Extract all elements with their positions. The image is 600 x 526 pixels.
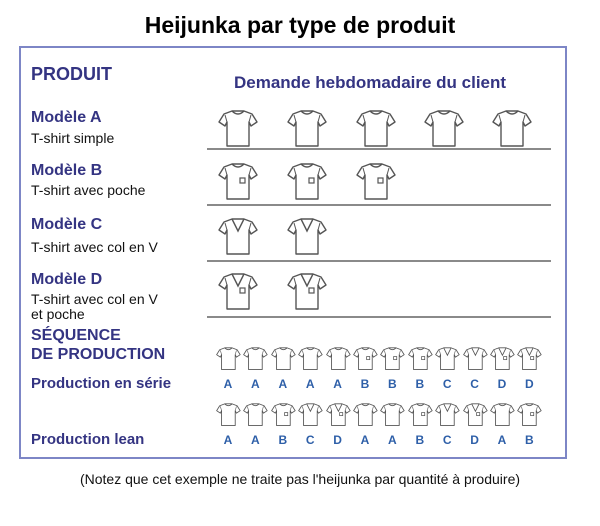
lean-sequence-letter: B	[525, 433, 534, 447]
model-b-row-line	[207, 204, 551, 206]
lean-sequence-shirt-icon	[298, 402, 323, 427]
batch-sequence-shirt-icon	[326, 346, 351, 371]
model-b-demand-shirt-icon	[218, 161, 258, 201]
model-a-demand-shirt-icon	[492, 108, 532, 148]
batch-sequence-shirt-icon	[408, 346, 433, 371]
model-c-description: T-shirt avec col en V	[31, 239, 158, 255]
batch-sequence-letter: D	[525, 377, 534, 391]
lean-sequence-letter: A	[388, 433, 397, 447]
batch-sequence-letter: B	[360, 377, 370, 391]
batch-sequence-letter: D	[497, 377, 507, 391]
batch-sequence-shirt-icon	[243, 346, 268, 371]
lean-sequence-shirt-icon	[435, 402, 460, 427]
lean-sequence-shirt-icon	[408, 402, 433, 427]
model-c-row-line	[207, 260, 551, 262]
batch-sequence-letter: B	[388, 377, 397, 391]
model-d-demand-shirt-icon	[218, 271, 258, 311]
lean-sequence-shirt-icon	[243, 402, 268, 427]
batch-sequence-letter: A	[305, 377, 315, 391]
lean-sequence-letter: D	[333, 433, 342, 447]
demand-column-heading: Demande hebdomadaire du client	[234, 73, 507, 92]
batch-sequence-shirt-icon	[490, 346, 515, 371]
model-a-name: Modèle A	[31, 109, 102, 126]
batch-sequence-letter: A	[333, 377, 342, 391]
model-d-description: T-shirt avec col en V et poche	[31, 291, 158, 322]
batch-sequence-letter: A	[251, 377, 260, 391]
batch-sequence-shirt-icon	[517, 346, 542, 371]
model-a-demand-shirt-icon	[356, 108, 396, 148]
lean-sequence-letter: C	[305, 433, 315, 447]
lean-sequence-letter: A	[223, 433, 233, 447]
model-b-name: Modèle B	[31, 162, 103, 179]
footnote: (Notez que cet exemple ne traite pas l'heijunka par quantité à produire)	[79, 471, 521, 487]
model-a-demand-shirt-icon	[424, 108, 464, 148]
production-sequence-heading: SÉQUENCE DE PRODUCTION	[31, 327, 166, 363]
lean-sequence-shirt-icon	[326, 402, 351, 427]
lean-sequence-shirt-icon	[490, 402, 515, 427]
lean-sequence-shirt-icon	[216, 402, 241, 427]
model-d-name: Modèle D	[31, 271, 103, 288]
lean-sequence-letter: B	[415, 433, 425, 447]
batch-sequence-shirt-icon	[216, 346, 241, 371]
model-d-row-line	[207, 316, 551, 318]
lean-sequence-letter: B	[278, 433, 288, 447]
model-a-demand-shirt-icon	[287, 108, 327, 148]
model-c-name: Modèle C	[31, 216, 103, 233]
lean-sequence-shirt-icon	[271, 402, 296, 427]
batch-sequence-letter: B	[415, 377, 425, 391]
batch-sequence-letter: A	[278, 377, 288, 391]
batch-production-label: Production en série	[31, 375, 172, 392]
model-a-description: T-shirt simple	[31, 130, 115, 146]
lean-sequence-letter: A	[360, 433, 370, 447]
batch-sequence-shirt-icon	[380, 346, 405, 371]
batch-sequence-shirt-icon	[435, 346, 460, 371]
batch-sequence-shirt-icon	[463, 346, 488, 371]
lean-sequence-shirt-icon	[380, 402, 405, 427]
batch-sequence-shirt-icon	[353, 346, 378, 371]
lean-sequence-letter: C	[442, 433, 452, 447]
batch-sequence-letter: C	[442, 377, 452, 391]
model-a-demand-shirt-icon	[218, 108, 258, 148]
batch-sequence-shirt-icon	[271, 346, 296, 371]
batch-sequence-letter: A	[223, 377, 233, 391]
lean-sequence-letter: D	[470, 433, 479, 447]
lean-sequence-shirt-icon	[353, 402, 378, 427]
lean-sequence-shirt-icon	[517, 402, 542, 427]
model-b-description: T-shirt avec poche	[31, 182, 146, 198]
model-c-demand-shirt-icon	[218, 216, 258, 256]
batch-sequence-letter: C	[470, 377, 479, 391]
batch-sequence-shirt-icon	[298, 346, 323, 371]
diagram-title: Heijunka par type de produit	[144, 12, 456, 38]
model-d-demand-shirt-icon	[287, 271, 327, 311]
lean-sequence-shirt-icon	[463, 402, 488, 427]
model-c-demand-shirt-icon	[287, 216, 327, 256]
model-b-demand-shirt-icon	[287, 161, 327, 201]
lean-sequence-letter: A	[497, 433, 507, 447]
model-a-row-line	[207, 148, 551, 150]
product-column-heading: PRODUIT	[31, 64, 112, 84]
lean-production-label: Production lean	[31, 431, 145, 448]
model-b-demand-shirt-icon	[356, 161, 396, 201]
lean-sequence-letter: A	[251, 433, 260, 447]
